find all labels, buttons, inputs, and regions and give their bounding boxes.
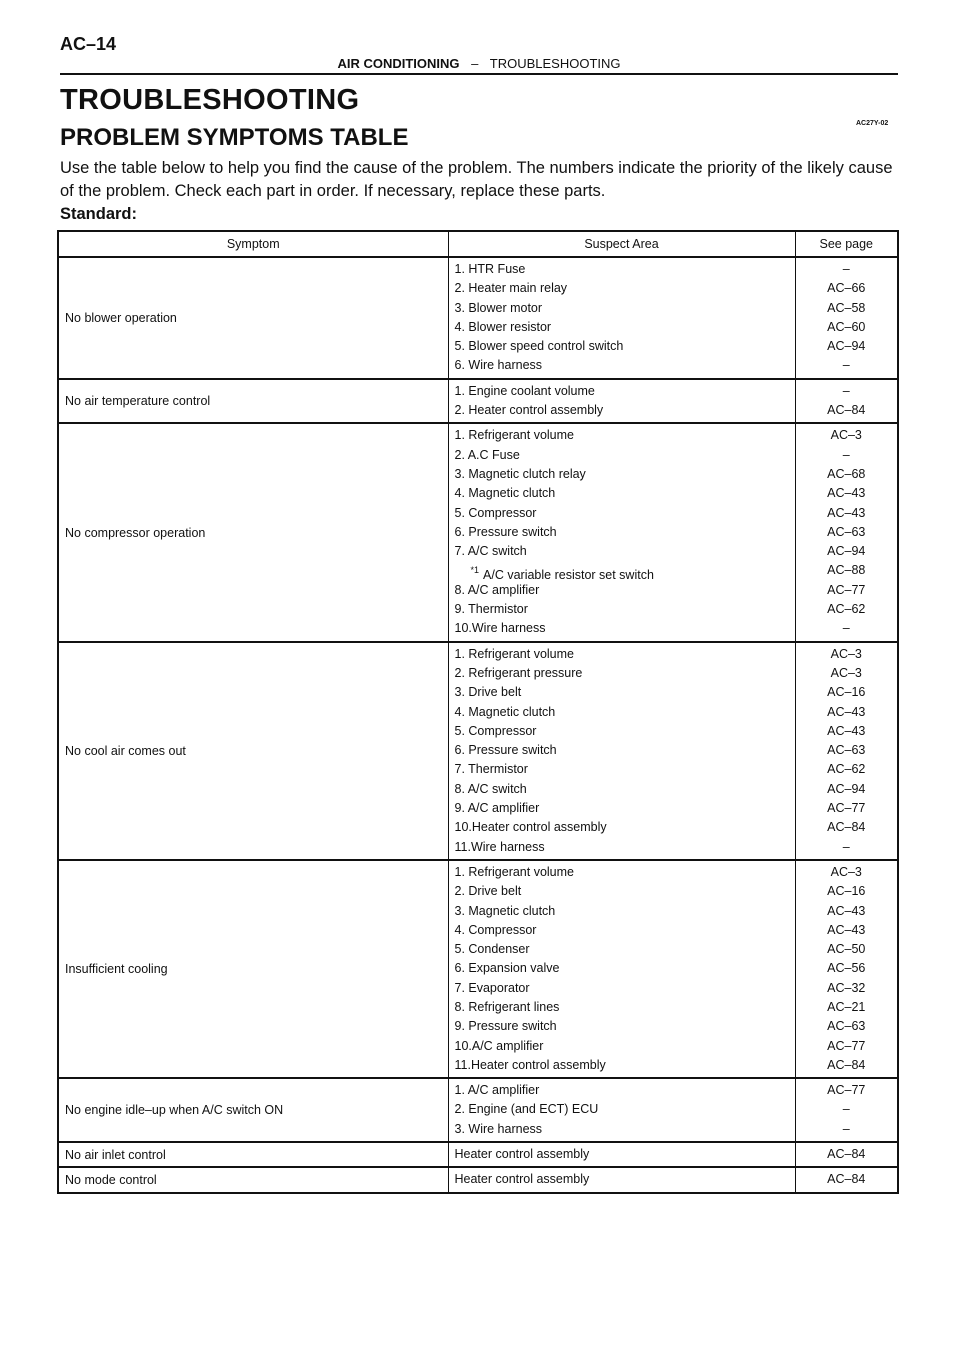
problem-symptoms-table bbox=[57, 230, 899, 1194]
suspect-area-item: 5. Compressor bbox=[454, 505, 537, 520]
suspect-area-item: 6. Wire harness bbox=[454, 358, 543, 373]
suspect-area-item: 1. Refrigerant volume bbox=[454, 864, 575, 879]
suspect-area-cell bbox=[448, 1167, 795, 1192]
suspect-area-item: 4. Magnetic clutch bbox=[454, 704, 556, 719]
see-page-ref: AC–77 bbox=[827, 582, 866, 597]
see-page-ref: AC–43 bbox=[827, 922, 866, 937]
see-page-ref: AC–43 bbox=[827, 723, 866, 738]
suspect-area-item: 6. Pressure switch bbox=[454, 524, 557, 539]
table-row bbox=[58, 1167, 898, 1192]
see-page-ref: AC–3 bbox=[830, 428, 862, 443]
see-page-ref: – bbox=[842, 383, 850, 398]
table-row bbox=[58, 257, 898, 379]
suspect-area-item: 3. Magnetic clutch bbox=[454, 903, 556, 918]
suspect-area-item: 9. Thermistor bbox=[454, 602, 528, 617]
page-subtitle: PROBLEM SYMPTOMS TABLE bbox=[60, 124, 409, 151]
symptom-cell: No engine idle–up when A/C switch ON bbox=[58, 1078, 448, 1142]
section-separator: – bbox=[471, 56, 479, 71]
suspect-area-item: 4. Blower resistor bbox=[454, 319, 552, 334]
see-page-ref: AC–16 bbox=[827, 685, 866, 700]
suspect-area-cell bbox=[448, 257, 795, 379]
suspect-area-text: A/C variable resistor set switch bbox=[483, 567, 654, 582]
suspect-area-cell bbox=[448, 1078, 795, 1142]
suspect-area-item: 7. Thermistor bbox=[454, 762, 528, 777]
see-page-cell bbox=[795, 642, 898, 860]
see-page-ref: AC–3 bbox=[830, 864, 862, 879]
suspect-area-item bbox=[455, 561, 789, 580]
see-page-ref: AC–43 bbox=[827, 704, 866, 719]
footnote-marker: *1 bbox=[470, 565, 480, 576]
see-page-ref: AC–63 bbox=[827, 1019, 866, 1034]
suspect-area-item: 1. Refrigerant volume bbox=[454, 428, 575, 443]
suspect-area-item: 11.Wire harness bbox=[454, 839, 545, 854]
suspect-area-item: 1. HTR Fuse bbox=[454, 262, 526, 276]
column-header-symptom: Symptom bbox=[58, 231, 448, 257]
see-page-ref: AC–50 bbox=[827, 942, 866, 957]
column-header-suspect-area: Suspect Area bbox=[448, 231, 795, 257]
section-header bbox=[60, 56, 898, 75]
suspect-area-item: 1. A/C amplifier bbox=[454, 1083, 540, 1098]
see-page-cell bbox=[795, 860, 898, 1078]
suspect-area-cell bbox=[448, 642, 795, 860]
see-page-ref: AC–43 bbox=[827, 505, 866, 520]
see-page-ref: AC–84 bbox=[827, 1057, 866, 1072]
see-page-ref: AC–3 bbox=[830, 665, 862, 680]
table-row bbox=[58, 423, 898, 641]
see-page-ref: AC–32 bbox=[827, 980, 866, 995]
see-page-ref: AC–94 bbox=[827, 544, 866, 559]
see-page-ref: AC–88 bbox=[827, 563, 866, 578]
suspect-area-item: 4. Magnetic clutch bbox=[454, 486, 556, 501]
see-page-ref: AC–94 bbox=[827, 339, 866, 354]
intro-paragraph: Use the table below to help you find the cause of the problem. The numbers indicate the priority of the likely cause of the problem. Check each part in order. If necessary, replace these parts. bbox=[60, 159, 893, 200]
see-page-ref: – bbox=[842, 262, 850, 276]
table-row bbox=[58, 642, 898, 860]
see-page-cell bbox=[795, 423, 898, 641]
suspect-area-item: 3. Blower motor bbox=[454, 300, 543, 315]
see-page-ref: AC–84 bbox=[827, 1147, 866, 1162]
suspect-area-item: 5. Compressor bbox=[454, 723, 537, 738]
see-page-ref: AC–68 bbox=[827, 466, 866, 481]
see-page-ref: AC–62 bbox=[827, 602, 866, 617]
suspect-area-item: 9. A/C amplifier bbox=[454, 801, 540, 816]
see-page-ref: AC–43 bbox=[827, 903, 866, 918]
suspect-area-item: 7. Evaporator bbox=[454, 980, 530, 995]
see-page-ref: AC–77 bbox=[827, 1083, 866, 1098]
see-page-cell bbox=[795, 1167, 898, 1192]
see-page-ref: AC–21 bbox=[827, 999, 866, 1014]
document-code: AC27Y-02 bbox=[856, 120, 889, 127]
suspect-area-item: 3. Wire harness bbox=[454, 1121, 543, 1136]
suspect-area-item: 8. A/C amplifier bbox=[454, 582, 540, 597]
table-row bbox=[58, 1142, 898, 1167]
table-row bbox=[58, 1078, 898, 1142]
table-header-row bbox=[58, 231, 898, 257]
see-page-ref: AC–77 bbox=[827, 1038, 866, 1053]
see-page-cell bbox=[795, 379, 898, 424]
suspect-area-item: 2. Engine (and ECT) ECU bbox=[454, 1102, 599, 1117]
see-page-ref: AC–94 bbox=[827, 781, 866, 796]
suspect-area-item: 8. Refrigerant lines bbox=[454, 999, 560, 1014]
suspect-area-item: 3. Drive belt bbox=[454, 685, 522, 700]
suspect-area-item: 1. Engine coolant volume bbox=[454, 383, 595, 398]
suspect-area-cell bbox=[448, 860, 795, 1078]
see-page-cell bbox=[795, 1142, 898, 1167]
see-page-ref: – bbox=[842, 358, 850, 373]
see-page-ref: AC–63 bbox=[827, 743, 866, 758]
see-page-ref: – bbox=[842, 447, 850, 462]
suspect-area-item: 5. Blower speed control switch bbox=[454, 339, 624, 354]
suspect-area-item: 7. A/C switch bbox=[454, 544, 527, 559]
suspect-area-item: Heater control assembly bbox=[454, 1147, 590, 1162]
suspect-area-item: 2. Heater control assembly bbox=[454, 403, 604, 418]
see-page-ref: AC–84 bbox=[827, 1172, 866, 1187]
see-page-ref: AC–3 bbox=[830, 646, 862, 661]
suspect-area-cell bbox=[448, 423, 795, 641]
suspect-area-item: 2. Drive belt bbox=[454, 884, 522, 899]
table-row bbox=[58, 860, 898, 1078]
see-page-ref: AC–58 bbox=[827, 300, 866, 315]
see-page-ref: – bbox=[842, 1102, 850, 1117]
symptom-cell: No blower operation bbox=[58, 257, 448, 379]
column-header-see-page: See page bbox=[795, 231, 898, 257]
see-page-ref: AC–16 bbox=[827, 884, 866, 899]
see-page-ref: – bbox=[842, 839, 850, 854]
see-page-cell bbox=[795, 257, 898, 379]
symptom-cell: No air temperature control bbox=[58, 379, 448, 424]
suspect-area-item: 10.Wire harness bbox=[454, 621, 546, 636]
section-subtitle: TROUBLESHOOTING bbox=[489, 56, 621, 71]
suspect-area-item: 10.A/C amplifier bbox=[454, 1038, 544, 1053]
suspect-area-item: 3. Magnetic clutch relay bbox=[454, 466, 586, 481]
section-title: AIR CONDITIONING bbox=[337, 56, 460, 71]
see-page-ref: AC–66 bbox=[827, 281, 866, 296]
suspect-area-item: 10.Heater control assembly bbox=[454, 820, 607, 835]
suspect-area-item: 6. Expansion valve bbox=[454, 961, 560, 976]
suspect-area-cell bbox=[448, 379, 795, 424]
suspect-area-item: 9. Pressure switch bbox=[454, 1019, 557, 1034]
see-page-ref: AC–84 bbox=[827, 820, 866, 835]
suspect-area-item: 2. Refrigerant pressure bbox=[454, 665, 583, 680]
see-page-ref: AC–63 bbox=[827, 524, 866, 539]
see-page-ref: AC–62 bbox=[827, 762, 866, 777]
table-row bbox=[58, 379, 898, 424]
symptom-cell: No cool air comes out bbox=[58, 642, 448, 860]
suspect-area-item: Heater control assembly bbox=[454, 1172, 590, 1187]
see-page-cell bbox=[795, 1078, 898, 1142]
page-title: TROUBLESHOOTING bbox=[60, 84, 360, 116]
suspect-area-item: 6. Pressure switch bbox=[454, 743, 557, 758]
see-page-ref: AC–43 bbox=[827, 486, 866, 501]
suspect-area-item: 1. Refrigerant volume bbox=[454, 646, 575, 661]
see-page-ref: AC–56 bbox=[827, 961, 866, 976]
symptom-cell: No air inlet control bbox=[58, 1142, 448, 1167]
suspect-area-cell bbox=[448, 1142, 795, 1167]
suspect-area-item: 4. Compressor bbox=[454, 922, 537, 937]
see-page-ref: AC–77 bbox=[827, 801, 866, 816]
symptom-cell: No compressor operation bbox=[58, 423, 448, 641]
symptom-cell: No mode control bbox=[58, 1167, 448, 1192]
standard-label: Standard: bbox=[60, 205, 138, 223]
see-page-ref: AC–84 bbox=[827, 403, 866, 418]
suspect-area-item: 2. Heater main relay bbox=[454, 281, 568, 296]
suspect-area-item: 11.Heater control assembly bbox=[454, 1057, 606, 1072]
symptom-cell: Insufficient cooling bbox=[58, 860, 448, 1078]
see-page-ref: AC–60 bbox=[827, 319, 866, 334]
page-number: AC–14 bbox=[60, 34, 117, 54]
suspect-area-item: 5. Condenser bbox=[454, 942, 530, 957]
see-page-ref: – bbox=[842, 1121, 850, 1136]
suspect-area-item: 2. A.C Fuse bbox=[454, 447, 520, 462]
suspect-area-item: 8. A/C switch bbox=[454, 781, 527, 796]
see-page-ref: – bbox=[842, 621, 850, 636]
